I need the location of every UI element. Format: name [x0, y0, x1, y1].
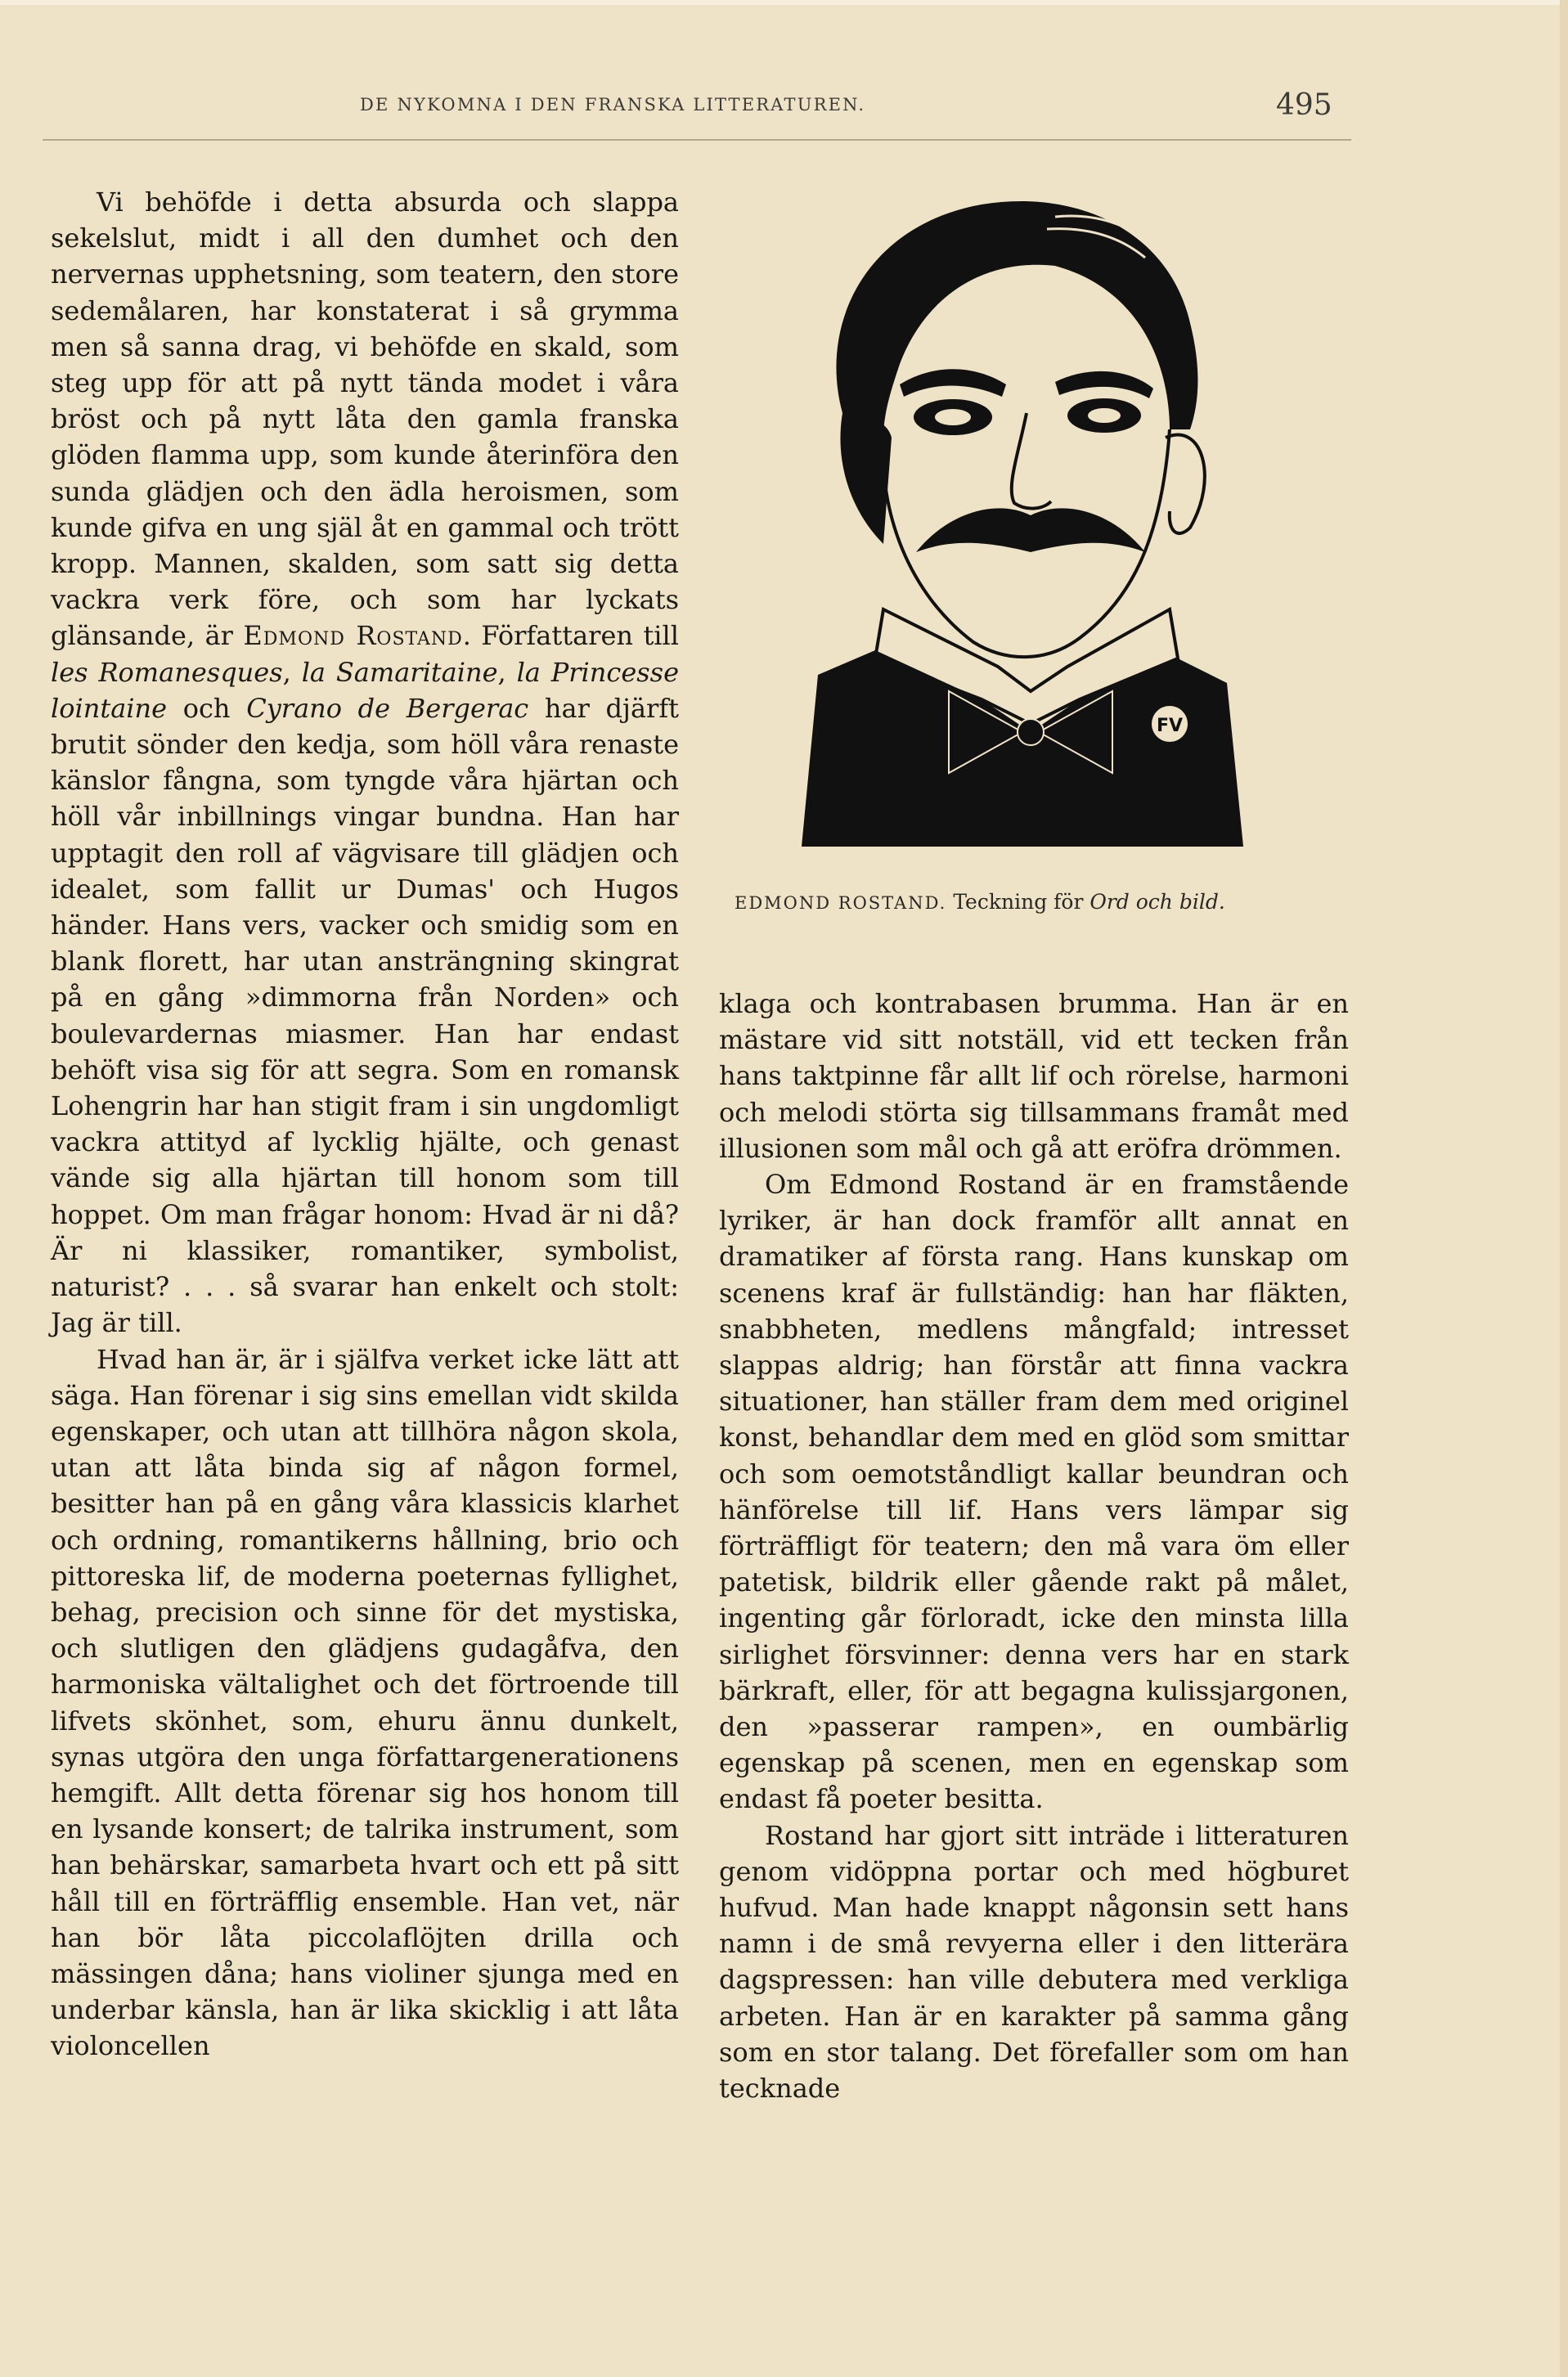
- paragraph: klaga och kontrabasen brumma. Han är en mästare vid sitt notställ, vid ett tecken från hans taktpinne får allt lif och rörelse, harmoni och melodi störta sig tillsammans framåt med illusionen som mål och gå att eröfra drömmen.: [719, 988, 1349, 1164]
- page-number: 495: [1276, 88, 1332, 122]
- work-title: la Samaritaine: [301, 656, 498, 688]
- portrait-eyebrow: [1055, 371, 1153, 398]
- illustration-caption: EDMOND ROSTAND. Teckning för Ord och bild.: [735, 890, 1225, 914]
- portrait-coat: [802, 650, 1243, 847]
- caption-name: EDMOND ROSTAND.: [735, 893, 947, 913]
- portrait-nose: [1012, 413, 1051, 509]
- work-title: les Romanesques: [51, 656, 283, 688]
- monogram: FV: [1156, 716, 1184, 736]
- portrait-moustache: [916, 508, 1145, 552]
- running-header: DE NYKOMNA I DEN FRANSKA LITTERATUREN.: [360, 95, 866, 115]
- right-column: [719, 986, 1349, 2106]
- portrait-ear: [1166, 435, 1205, 534]
- page-edge-shadow: [1560, 0, 1568, 2377]
- paragraph: Om Edmond Rostand är en framstående lyriker, är han dock framför allt annat en dramatiker af första rang. Hans kunskap om scenens kraf är fullständig: han har fläkten, snabbheten, medlens mångfald; intresset slappas aldrig; han förstår att finna vackra situationer, han ställer fram dem med originel konst, behandlar dem med en glöd som smittar och som oemotståndligt kallar beundran och hänförelse till lif. Hans vers lämpar sig förträffligt för teatern; den må vara öm eller patetisk, bildrik eller gående rakt på målet, ingenting går förloradt, icke den minsta lilla sirlighet försvinner: denna vers har en stark bärkraft, eller, för att begagna kulissjargonen, den »passerar rampen», en oumbärlig egenskap på scenen, men en egenskap som endast få poeter besitta.: [719, 1169, 1349, 1815]
- paragraph: Rostand har gjort sitt inträde i litteraturen genom vidöppna portar och med högburet hufvud. Man hade knappt någonsin sett hans namn i de små revyerna eller i den litterära dagspressen: han ville debutera med verkliga arbeten. Han är en karakter på samma gång som en stor talang. Det förefaller som om han tecknade: [719, 1819, 1349, 2105]
- work-title: Cyrano de Bergerac: [246, 692, 529, 724]
- paragraph: Vi behöfde i detta absurda och slappa sekelslut, midt i all den dumhet och den nervernas upphetsning, som teatern, den store sedemålaren, har konstaterat i så grymma men så sanna drag, vi behöfde en skald, som steg upp för att på nytt tända modet i våra bröst och på nytt låta den gamla franska glöden flamma upp, som kunde återinföra den sunda glädjen och den ädla heroismen, som kunde gifva en ung själ åt en gammal och trött kropp. Mannen, skalden, som satt sig detta vackra verk före, och som har lyckats glänsande, är Edmond Rostand. Författaren till les Romanesques, la Samaritaine, la Princesse lointaine och Cyrano de Bergerac har djärft brutit sönder den kedja, som höll våra renaste känslor fångna, som tyngde våra hjärtan och höll vår inbillnings vingar bundna. Han har upptagit den roll af vägvisare till glädjen och idealet, som fallit ur Dumas' och Hugos händer. Hans vers, vacker och smidig som en blank florett, har utan ansträngning skingrat på en gång »dimmorna från Norden» och boulevardernas miasmer. Han har endast behöft visa sig för att segra. Som en romansk Lohengrin har han stigit fram i sin ungdomligt vackra attityd af lycklig hjälte, och genast vände sig alla hjärtan till honom som till hoppet. Om man frågar honom: Hvad är ni då? Är ni klassiker, romantiker, symbolist, naturist? . . . så svarar han enkelt och stolt: Jag är till.: [51, 186, 680, 1339]
- work-title: la Princesse lointaine: [51, 656, 680, 724]
- page-edge: [0, 0, 1568, 5]
- portrait-eyebrow: [900, 369, 1006, 397]
- caption-publication: Ord och bild.: [1090, 890, 1225, 914]
- left-column: [51, 184, 679, 2065]
- header-rule: [43, 139, 1351, 141]
- portrait-illustration: [785, 168, 1243, 847]
- author-name: Edmond Rostand: [243, 620, 463, 652]
- paragraph: Hvad han är, är i själfva verket icke lätt att säga. Han förenar i sig sins emellan vidt skilda egenskaper, och utan att tillhöra någon skola, utan att låta binda sig af någon formel, besitter han på en gång våra klassicis klarhet och ordning, romantikerns hållning, brio och pittoreska lif, de moderna poeternas fyllighet, behag, precision och sinne för det mystiska, och slutligen den glädjens gudagåfva, den harmoniska vältalighet och det förtroende till lifvets skönhet, som, ehuru ännu dunkelt, synas utgöra den unga författargenerationens hemgift. Allt detta förenar sig hos honom till en lysande konsert; de talrika instrument, som han behärskar, samarbeta hvart och ett på sitt håll till en förträfflig ensemble. Han vet, när han bör låta piccolaflöjten drilla och mässingen dåna; hans violiner sjunga med en underbar känsla, han är lika skicklig i att låta violoncellen: [51, 1343, 679, 2062]
